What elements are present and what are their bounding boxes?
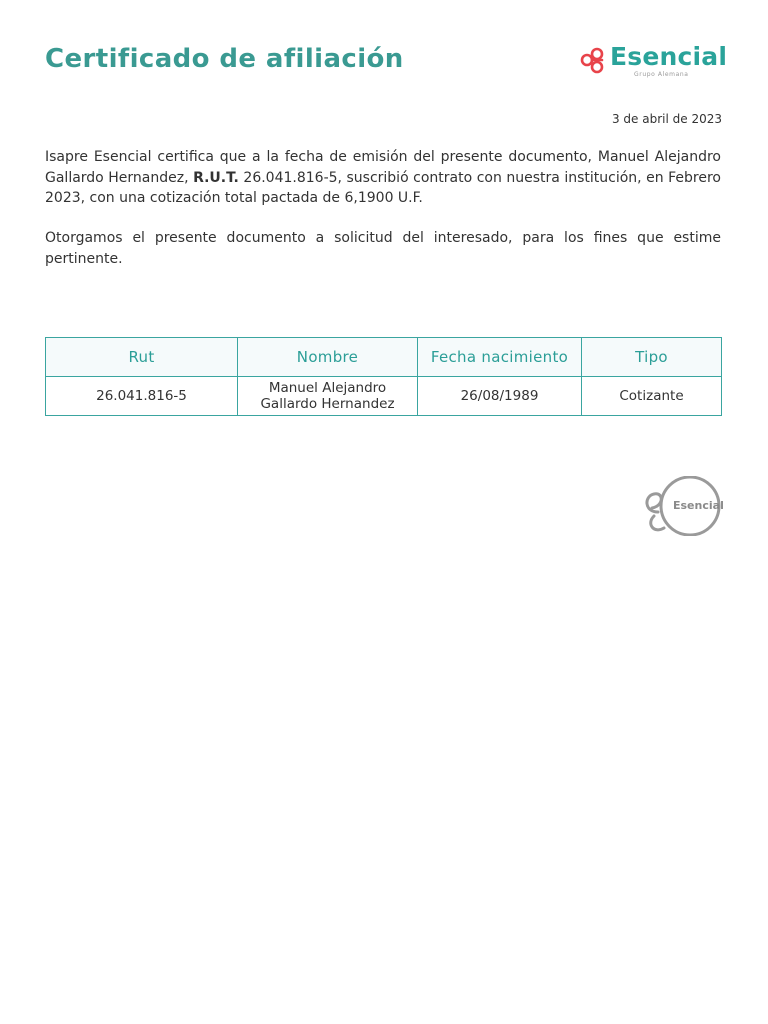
table-header-row [46,338,722,377]
column-header-tipo: Tipo [582,338,722,377]
column-header-fecha-nacimiento: Fecha nacimiento [418,338,582,377]
affiliation-table [45,337,722,416]
esencial-logo [578,44,728,80]
rut-label: R.U.T. [193,169,239,186]
cell-fecha-nacimiento: 26/08/1989 [418,377,582,416]
cell-nombre: Manuel Alejandro Gallardo Hernandez [238,377,418,416]
certification-text-end: 26.041.816-5, suscribió contrato con nuestra institución, en Febrero 2023, con una cotización total pactada de 6,1900 U.F. [45,169,722,206]
issue-date: 3 de abril de 2023 [611,112,722,126]
cell-rut: 26.041.816-5 [46,377,238,416]
column-header-nombre: Nombre [238,338,418,377]
column-header-rut: Rut [46,338,238,377]
brand-wordmark: Esencial [610,42,728,71]
certification-text-start: Isapre Esencial certifica que a la fecha de emisión del presente documento, Manuel Alejandro Gallardo Hernandez, [45,149,721,186]
brand-tagline: Grupo Alemana [634,71,689,78]
table-row [46,377,722,416]
cell-tipo: Cotizante [582,377,722,416]
certification-paragraph [45,147,721,209]
page-title: Certificado de afiliación [45,44,404,74]
stamp-text: Esencial [673,499,724,512]
esencial-symbol-icon [578,44,610,80]
esencial-stamp [640,476,724,536]
purpose-paragraph: Otorgamos el presente documento a solicitud del interesado, para los fines que estime pertinente. [45,230,721,267]
